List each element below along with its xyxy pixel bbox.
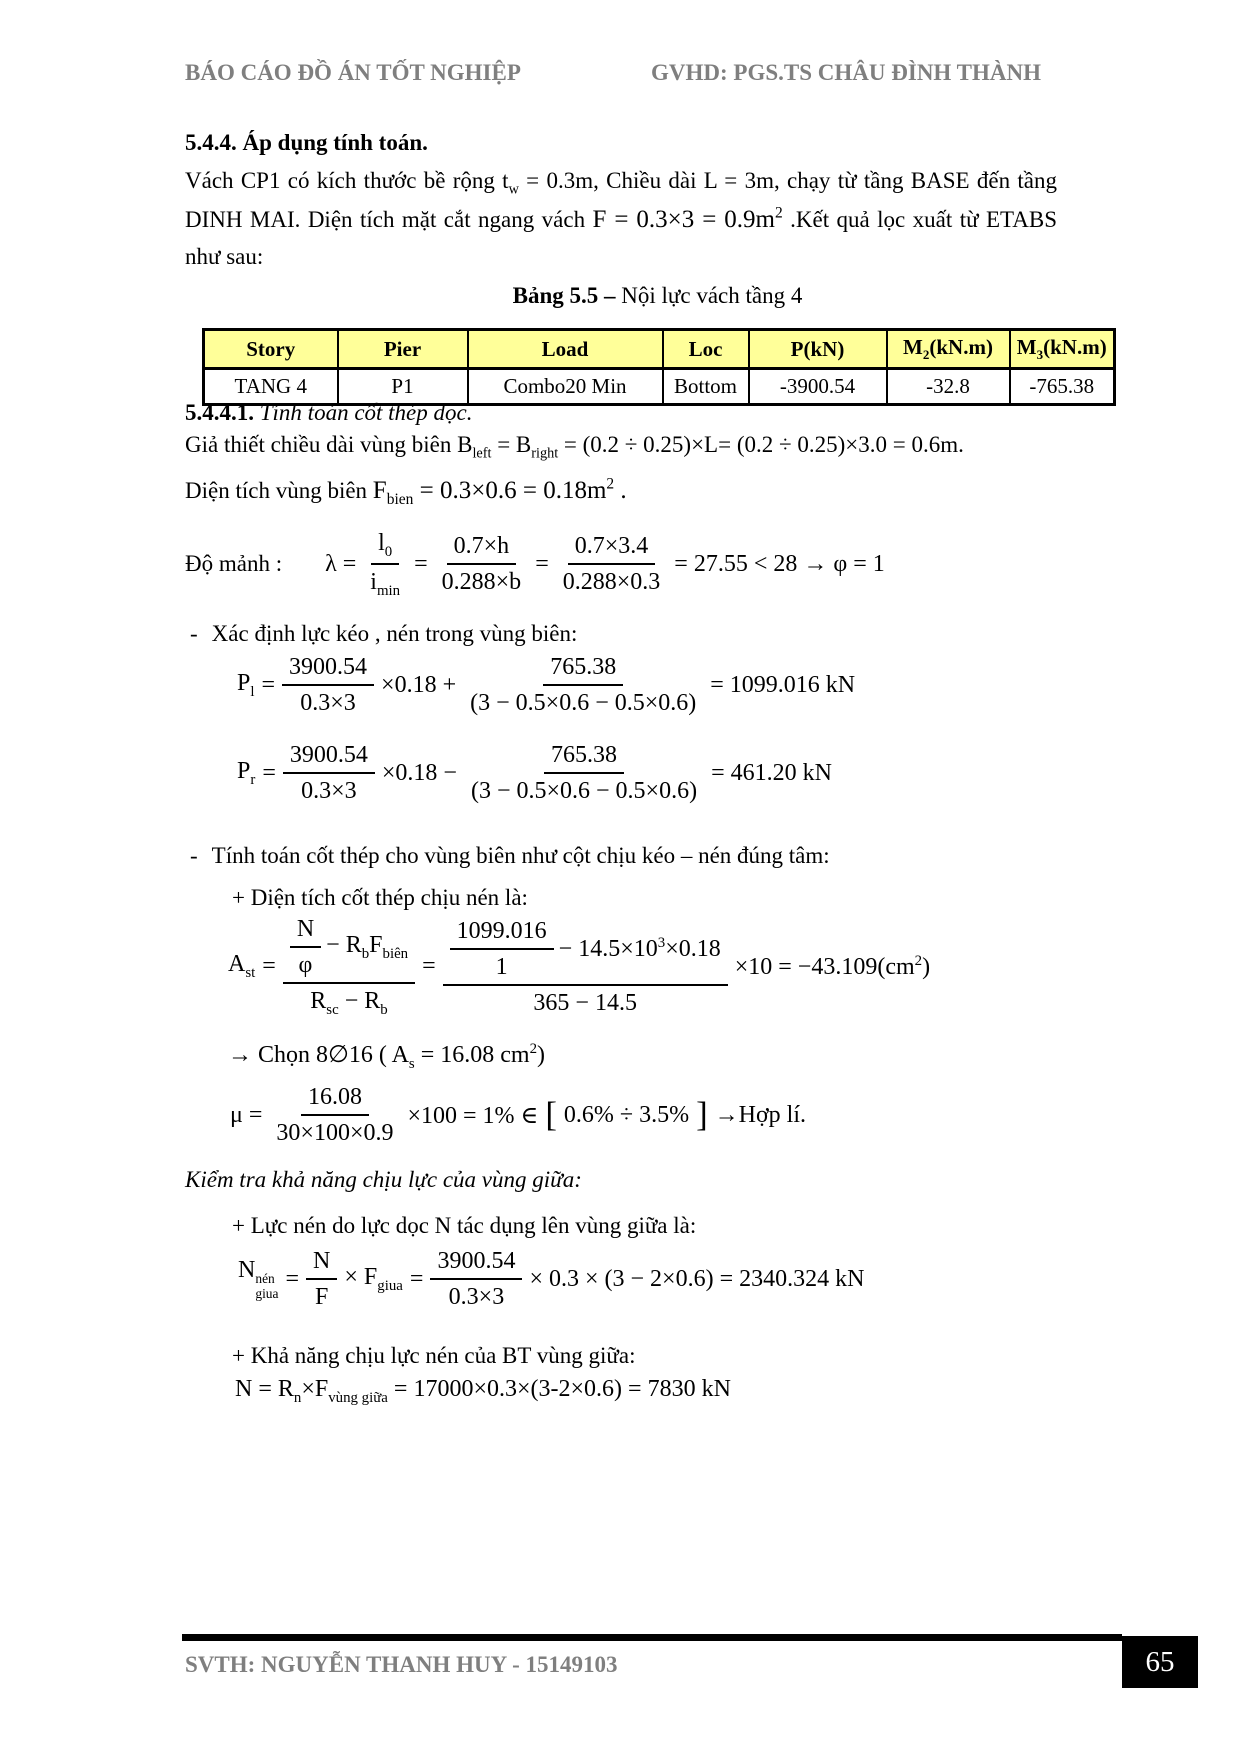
bullet-dash: - — [190, 621, 198, 646]
big-fraction-symbolic — [283, 914, 415, 1019]
mu-mid: ×100 = 1% ∈ — [407, 1102, 539, 1129]
ast-lhs — [228, 951, 255, 982]
cell-pier: P1 — [338, 369, 468, 405]
choose-sub: s — [408, 1055, 415, 1072]
ast-sub: st — [245, 965, 256, 982]
column-header-label: M — [903, 335, 923, 359]
area-var: F — [372, 477, 387, 504]
big-fraction-numeric — [443, 916, 728, 1018]
equals-sign: = — [262, 953, 276, 980]
slenderness-label: Độ mảnh : — [185, 551, 283, 577]
area-formula — [372, 475, 627, 508]
ngiua-mid-sub: giua — [377, 1277, 403, 1294]
left-bracket: [ — [545, 1095, 557, 1134]
ncap-text-a: N = R — [235, 1376, 294, 1402]
intro-formula-text: F = 0.3×3 = 0.9m — [592, 205, 775, 233]
page-number-box — [1122, 1636, 1198, 1688]
section-number: 5.4.4.1. — [185, 400, 254, 425]
reinforcement-ratio-equation — [230, 1082, 806, 1148]
assume-text-c: = (0.2 ÷ 0.25)×L= (0.2 ÷ 0.25)×3.0 = 0.6m. — [558, 432, 964, 457]
fraction-numerator: 765.38 — [543, 652, 623, 686]
mu-tail: →Hợp lí. — [714, 1101, 807, 1128]
inner-fraction-value — [450, 916, 554, 982]
fraction-axial — [282, 652, 374, 718]
intro-text-c: .Kết quả lọc xuất từ ETABS như sau: — [185, 206, 1058, 270]
section-title-text: Tính toán cốt thép dọc. — [254, 400, 473, 425]
footer-author: SVTH: NGUYỄN THANH HUY - 15149103 — [185, 1652, 618, 1677]
pl-result: = 1099.016 kN — [710, 671, 856, 698]
fraction-denominator: 0.288×b — [441, 569, 522, 596]
table-caption-text: Nội lực vách tầng 4 — [621, 283, 803, 308]
fraction-denominator: 0.3×3 — [300, 690, 356, 716]
header-report-title: BÁO CÁO ĐỒ ÁN TỐT NGHIỆP — [185, 60, 521, 85]
column-header-m3 — [1010, 330, 1115, 369]
pr-mid: ×0.18 − — [381, 759, 457, 786]
right-bracket: ] — [696, 1095, 708, 1134]
column-header-subscript: 2 — [922, 347, 930, 363]
inner-denominator: 1 — [495, 953, 508, 980]
fraction-l0-imin — [363, 528, 407, 601]
page-number: 65 — [1145, 1645, 1175, 1678]
ngiua-mid — [344, 1264, 403, 1295]
cell-load: Combo20 Min — [468, 369, 663, 405]
column-header-label: M — [1016, 335, 1037, 359]
table-caption-number: Bảng 5.5 – — [512, 283, 622, 308]
den-sub1: sc — [326, 1001, 339, 1018]
column-header-pier — [338, 330, 468, 369]
column-header-unit: (kN.m) — [929, 335, 993, 359]
equals-sign: = — [409, 1265, 424, 1292]
den-sub: min — [376, 583, 401, 600]
pl-lhs — [237, 670, 255, 701]
left-force-equation — [237, 652, 855, 718]
fraction-numerator: N — [306, 1246, 337, 1280]
section-5-4-4-1-title — [185, 395, 472, 431]
inner-denominator: φ — [298, 952, 313, 978]
mu-range: 0.6% ÷ 3.5% — [563, 1101, 690, 1128]
num-rest-b: ×0.18 — [665, 935, 721, 962]
cell-m2: -32.8 — [887, 369, 1010, 405]
choose-text-c: ) — [537, 1042, 546, 1068]
bullet-text: Tính toán cốt thép cho vùng biên như cột chịu kéo – nén đúng tâm: — [211, 843, 830, 868]
plus-concrete-capacity-label: + Khả năng chịu lực nén của BT vùng giữa: — [232, 1343, 636, 1368]
column-header-story — [204, 330, 338, 369]
fraction-moment — [463, 652, 703, 718]
fraction-numerator — [283, 914, 415, 984]
middle-zone-check-title: Kiểm tra khả năng chịu lực của vùng giữa: — [185, 1167, 582, 1192]
num-rest-b: F — [369, 932, 383, 959]
pr-lhs — [237, 758, 255, 789]
fraction-numerator: 3900.54 — [430, 1246, 522, 1280]
fraction-denominator — [363, 565, 407, 600]
num-sub: 0 — [384, 543, 393, 560]
num-rest-a: − 14.5×10 — [558, 935, 658, 962]
plus-steel-area-label: + Diện tích cốt thép chịu nén là: — [232, 885, 528, 910]
ngiua-mid-a: × F — [344, 1263, 378, 1290]
intro-text-a: Vách CP1 có kích thước bề rộng t — [185, 168, 509, 193]
column-header-label: Load — [541, 336, 589, 361]
boundary-length-line — [185, 427, 964, 465]
num-rest-sup: 3 — [657, 934, 666, 951]
choose-text-a: → Chọn 8∅16 ( A — [228, 1042, 409, 1068]
slenderness-result: = 27.55 < 28 → φ = 1 — [674, 550, 885, 577]
column-header-label: Pier — [383, 336, 422, 361]
fraction-numerator — [371, 528, 399, 565]
area-text-a: Diện tích vùng biên — [185, 478, 373, 503]
column-header-p — [749, 330, 887, 369]
cell-m3: -765.38 — [1010, 369, 1115, 405]
plus-axial-force-label: + Lực nén do lực dọc N tác dụng lên vùng giữa là: — [232, 1213, 697, 1238]
equals-sign: = — [262, 759, 276, 786]
footer-rule — [182, 1634, 1122, 1641]
ast-tail-b: ) — [922, 953, 931, 980]
steel-area-equation — [228, 914, 930, 1019]
inner-numerator: 1099.016 — [450, 916, 554, 950]
ngiua-sub: giua — [255, 1285, 279, 1301]
ngiua-lhs — [238, 1257, 278, 1302]
ngiua-sup: nén — [255, 1270, 275, 1286]
fraction-n-f — [306, 1246, 337, 1312]
column-header-loc — [663, 330, 749, 369]
pl-mid: ×0.18 + — [381, 671, 457, 698]
den-a: R — [310, 988, 327, 1014]
numerator-rest — [559, 934, 721, 964]
equals-sign: = — [261, 671, 276, 698]
ncap-text-c: = 17000×0.3×(3-2×0.6) = 7830 kN — [387, 1376, 731, 1402]
assume-text-a: Giả thiết chiều dài vùng biên B — [185, 432, 473, 457]
fraction-denominator: 30×100×0.9 — [276, 1120, 394, 1146]
cell-p: -3900.54 — [749, 369, 887, 405]
ast-tail-a: ×10 = −43.109(cm — [734, 953, 915, 980]
numerator-rest — [326, 930, 408, 963]
fraction-numerator: 0.7×3.4 — [568, 531, 656, 565]
fraction-denominator: 0.288×0.3 — [562, 569, 661, 596]
right-force-equation — [237, 740, 832, 806]
fraction-numerator — [443, 916, 728, 986]
pl-sub: l — [250, 683, 255, 700]
fraction-numerator: 3900.54 — [282, 652, 374, 686]
area-text-c: . — [614, 477, 627, 504]
cell-loc: Bottom — [663, 369, 749, 405]
fraction-07h — [435, 531, 529, 597]
fraction-denominator: (3 − 0.5×0.6 − 0.5×0.6) — [470, 690, 697, 716]
num-rest-sub2: biên — [382, 946, 409, 963]
area-sup: 2 — [606, 475, 615, 493]
fraction-denominator: 0.3×3 — [301, 778, 357, 804]
intro-paragraph — [185, 163, 1057, 275]
pr-sub: r — [250, 771, 256, 788]
column-header-label: P(kN) — [790, 336, 845, 361]
cell-story: TANG 4 — [204, 369, 338, 405]
lambda-lhs: λ = — [325, 550, 357, 577]
intro-formula-sup: 2 — [774, 204, 783, 222]
choose-rebar-line — [228, 1040, 545, 1073]
page-header — [185, 60, 1041, 86]
intro-inline-formula — [593, 206, 783, 233]
fraction-numerator: 16.08 — [301, 1082, 369, 1116]
area-var-sub: bien — [386, 491, 414, 508]
column-header-unit: (kN.m) — [1043, 335, 1107, 359]
equals-sign: = — [285, 1265, 300, 1292]
column-header-label: Loc — [688, 336, 723, 361]
ncap-sub-n: n — [293, 1389, 302, 1406]
assume-sub-left: left — [472, 445, 492, 462]
ngiua-supsub — [255, 1272, 278, 1302]
pl-base: P — [237, 669, 251, 696]
fraction-denominator — [303, 984, 394, 1019]
area-text-b: = 0.3×0.6 = 0.18m — [413, 477, 607, 504]
column-header-subscript: 3 — [1036, 347, 1044, 363]
choose-text-b: = 16.08 cm — [414, 1042, 530, 1068]
fraction-value — [430, 1246, 522, 1312]
concrete-capacity-line — [235, 1376, 731, 1407]
ast-base: A — [228, 951, 246, 978]
ast-tail-sup: 2 — [914, 952, 923, 969]
section-5-4-4-title: 5.4.4. Áp dụng tính toán. — [185, 130, 428, 155]
fraction-numerator: 3900.54 — [283, 740, 375, 774]
middle-force-equation — [238, 1246, 864, 1312]
fraction-moment — [464, 740, 704, 806]
ncap-text-b: ×F — [301, 1376, 329, 1402]
table-caption — [202, 283, 1113, 309]
fraction-0734 — [556, 531, 668, 597]
ncap-sub-zone: vùng giữa — [328, 1389, 388, 1406]
ngiua-base: N — [238, 1256, 256, 1283]
bullet-text: Xác định lực kéo , nén trong vùng biên: — [211, 621, 578, 646]
fraction-numerator: 765.38 — [544, 740, 624, 774]
fraction-denominator: F — [315, 1284, 329, 1310]
table-header-row — [204, 330, 1115, 369]
den-b: − R — [338, 988, 381, 1014]
column-header-load — [468, 330, 663, 369]
assume-sub-right: right — [531, 445, 559, 462]
fraction-denominator: (3 − 0.5×0.6 − 0.5×0.6) — [470, 778, 698, 804]
fraction-denominator: 365 − 14.5 — [533, 989, 637, 1016]
fraction-mu — [269, 1082, 400, 1148]
fraction-denominator: 0.3×3 — [448, 1284, 505, 1310]
assume-text-b: = B — [491, 432, 532, 457]
fraction-axial — [283, 740, 375, 806]
column-header-label: Story — [246, 336, 296, 361]
equals-sign: = — [422, 953, 436, 980]
bullet-rebar-calculation — [190, 838, 830, 874]
inner-numerator: N — [290, 914, 321, 948]
num-rest-sub1: b — [361, 946, 370, 963]
header-supervisor: GVHD: PGS.TS CHÂU ĐÌNH THÀNH — [651, 60, 1041, 85]
intro-text-b: = 0.3m, Chiều dài L = 3m, chạy từ tầng BASE đến tầng DINH MAI. Diện tích mặt cắt ngang vách — [185, 168, 1057, 232]
ngiua-result: × 0.3 × (3 − 2×0.6) = 2340.324 kN — [529, 1265, 865, 1292]
pr-result: = 461.20 kN — [711, 759, 832, 786]
column-header-m2 — [887, 330, 1010, 369]
ast-tail — [735, 953, 930, 981]
den-base: i — [370, 569, 377, 596]
bullet-determine-forces — [190, 616, 577, 652]
fraction-numerator: 0.7×h — [447, 531, 517, 565]
inner-fraction-n-phi — [290, 914, 321, 980]
equals-sign: = — [535, 550, 549, 577]
equals-sign: = — [414, 550, 428, 577]
mu-lhs: μ = — [230, 1101, 263, 1128]
choose-sup: 2 — [529, 1041, 538, 1057]
boundary-area-line — [185, 472, 627, 512]
num-base: l — [378, 530, 385, 556]
slenderness-equation — [185, 528, 885, 601]
pr-base: P — [237, 757, 251, 784]
den-sub2: b — [380, 1001, 388, 1018]
num-rest-a: − R — [326, 932, 362, 959]
intro-sub-w: w — [508, 181, 519, 198]
bullet-dash: - — [190, 843, 198, 868]
